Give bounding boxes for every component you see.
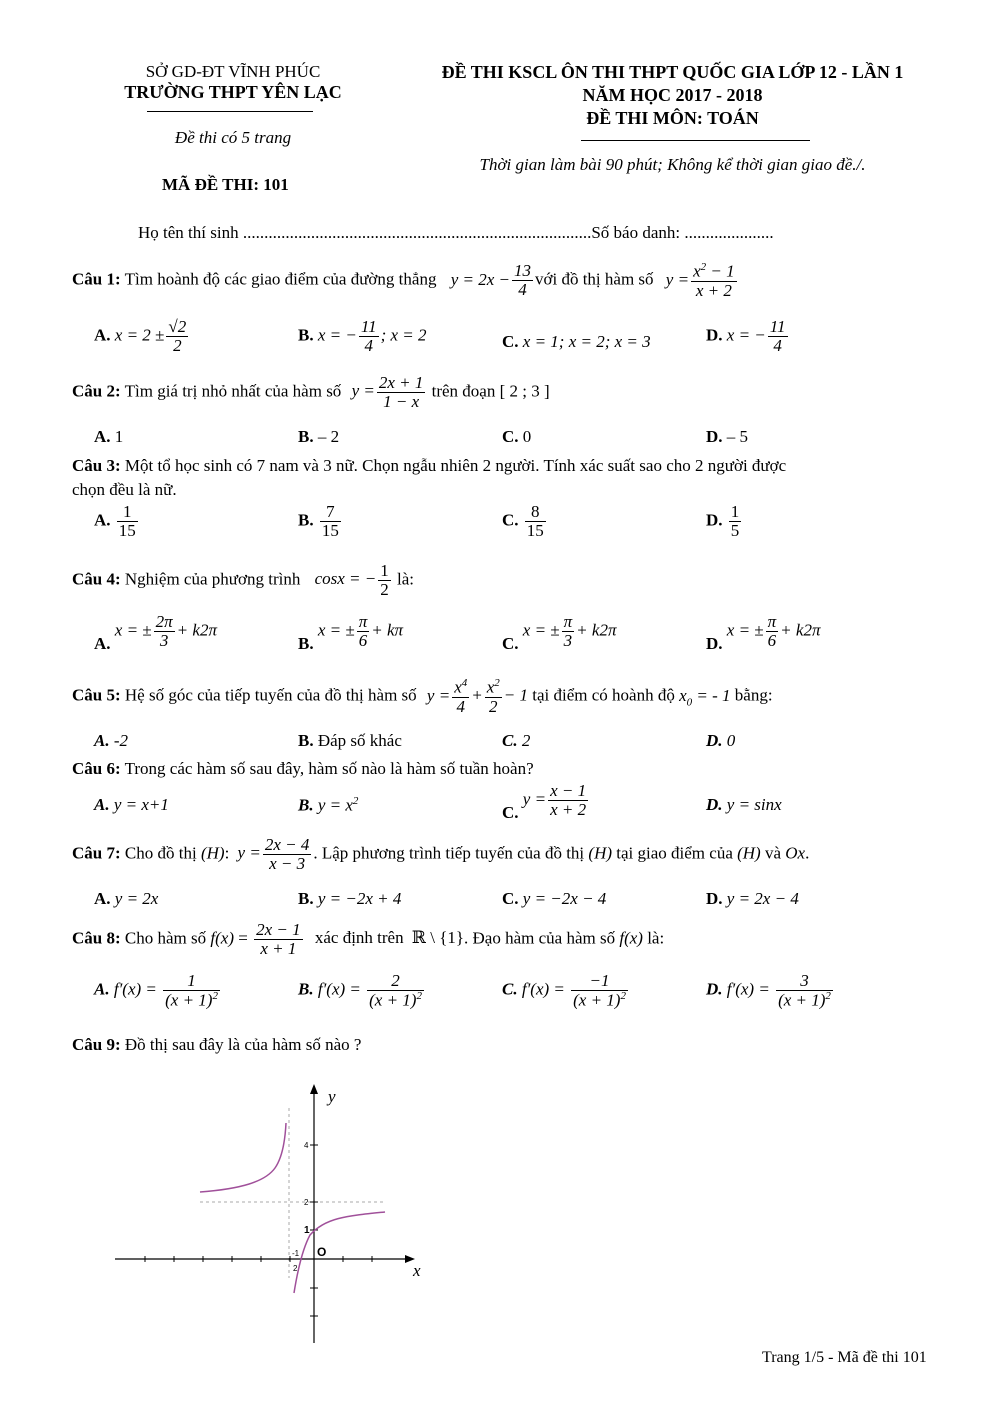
q8-option-b: B. f′(x) = $\frac{2}{(x + 1)^2}$ [298,971,422,1010]
q5-option-c: C. 2 [502,731,531,750]
q6-option-c: C. y = $\frac{x - 1}{x + 2}$ [502,781,587,823]
school-name: TRƯỜNG THPT YÊN LẠC [124,82,342,102]
q8-option-a: A. f′(x) = $\frac{1}{(x + 1)^2}$ [94,971,218,1010]
function-graph [110,1078,430,1348]
question-3: Câu 3: Một tổ học sinh có 7 nam và 3 nữ. Chọn ngẫu nhiên 2 người. Tính xác suất sao cho 2 người được [72,456,787,475]
q4-option-a: A. x = ± $\frac{2\pi}{3}$ + k2π [94,612,217,654]
q1-option-a: A. x = 2 ± $\frac{√2}{2}$ [94,317,187,355]
q3-option-d: D. $\frac{1}{5}$ [706,502,740,540]
question-2: Câu 2: Tìm giá trị nhỏ nhất của hàm số y = $\frac{2x + 1}{1 - x}$ trên đoạn [ 2 ; 3 ] [72,373,550,411]
question-1: Câu 1: Tìm hoành độ các giao điểm của đường thẳng y = 2x − $\frac{13}{4}$ với đồ thị hàm số y = $\frac{x^2 - 1}{x + 2}$ [72,261,735,300]
page-footer: Trang 1/5 - Mã đề thi 101 [762,1349,927,1366]
time-note: Thời gian làm bài 90 phút; Không kể thời gian giao đề./. [479,155,866,174]
curve-left-branch [200,1123,286,1192]
q3-option-c: C. $\frac{8}{15}$ [502,502,544,540]
q2-option-c: C. 0 [502,427,532,446]
question-4: Câu 4: Nghiệm của phương trình cosx = − $\frac{1}{2}$ là: [72,561,414,599]
tick-label-minus-1: -1 [292,1249,300,1258]
department: SỞ GD-ĐT VĨNH PHÚC [145,62,321,81]
candidate-info-line: Họ tên thí sinh ..................................................................................Số báo danh: ..................... [138,223,774,242]
y-axis-label: y [328,1087,336,1106]
question-8: Câu 8: Cho hàm số f(x) = $\frac{2x - 1}{x + 1}$ xác định trên ℝ \ {1}. Đạo hàm của hàm số f(x) là: [72,920,665,958]
question-5: Câu 5: Hệ số góc của tiếp tuyến của đồ thị hàm số y = $\frac{x^4}{4}$ + $\frac{x^2}{2}$ − 1 tại điểm có hoành độ $x_0$ = - 1 bằng: [72,677,773,716]
x-axis-label: x [413,1261,421,1280]
q2-option-a: A. 1 [94,427,124,446]
tick-label-1: 1 [304,1225,310,1236]
q2-option-d: D. – 5 [706,427,749,446]
q4-option-d: D. x = ± $\frac{\pi}{6}$ + k2π [706,612,821,654]
q4-option-b: B. x = ± $\frac{\pi}{6}$ + kπ [298,612,404,654]
q6-option-a: A. y = x+1 [94,795,169,814]
header-divider-left [147,111,313,112]
q1-option-d: D. x = − $\frac{11}{4}$ [706,317,786,355]
q6-option-d: D. y = sinx [706,795,782,814]
q8-option-c: C. f′(x) = $\frac{-1}{(x + 1)^2}$ [502,971,626,1010]
tick-label-minus-2: 2 [293,1264,298,1273]
q4-option-c: C. x = ± $\frac{\pi}{3}$ + k2π [502,612,617,654]
tick-label-4: 4 [304,1141,309,1150]
q1-option-b: B. x = − $\frac{11}{4}$ ; x = 2 [298,317,427,355]
q6-option-b: B. $y = x^2$ [298,795,359,815]
q3-option-b: B. $\frac{7}{15}$ [298,502,339,540]
exam-code: MÃ ĐỀ THI: 101 [162,175,289,194]
q5-option-b: B. Đáp số khác [298,731,402,750]
school-year: NĂM HỌC 2017 - 2018 [582,85,763,105]
q8-option-d: D. f′(x) = $\frac{3}{(x + 1)^2}$ [706,971,831,1010]
question-7: Câu 7: Cho đồ thị (H): y = $\frac{2x - 4}{x - 3}$ . Lập phương trình tiếp tuyến của đồ thị (H) tại giao điểm của (H) và Ox. [72,835,810,873]
pages-note: Đề thi có 5 trang [174,128,292,147]
exam-title: ĐỀ THI KSCL ÔN THI THPT QUỐC GIA LỚP 12 - LẦN 1 [441,62,904,82]
q7-option-b: B. y = −2x + 4 [298,889,402,908]
y-axis-arrow [310,1084,318,1094]
origin-label: O [317,1245,327,1259]
q7-option-d: D. y = 2x − 4 [706,889,799,908]
q7-option-c: C. y = −2x − 4 [502,889,607,908]
tick-label-2: 2 [304,1198,309,1207]
q7-option-a: A. y = 2x [94,889,159,908]
question-3-line2: chọn đều là nữ. [72,480,177,499]
q5-option-a: A. -2 [94,731,129,750]
subject: ĐỀ THI MÔN: TOÁN [586,108,759,128]
question-9: Câu 9: Đồ thị sau đây là của hàm số nào ? [72,1035,362,1054]
header-divider-right [581,140,810,141]
question-6: Câu 6: Trong các hàm số sau đây, hàm số nào là hàm số tuần hoàn? [72,759,534,778]
q1-option-c: C. x = 1; x = 2; x = 3 [502,332,651,351]
q2-option-b: B. – 2 [298,427,340,446]
q3-option-a: A. $\frac{1}{15}$ [94,502,136,540]
q5-option-d: D. 0 [706,731,736,750]
